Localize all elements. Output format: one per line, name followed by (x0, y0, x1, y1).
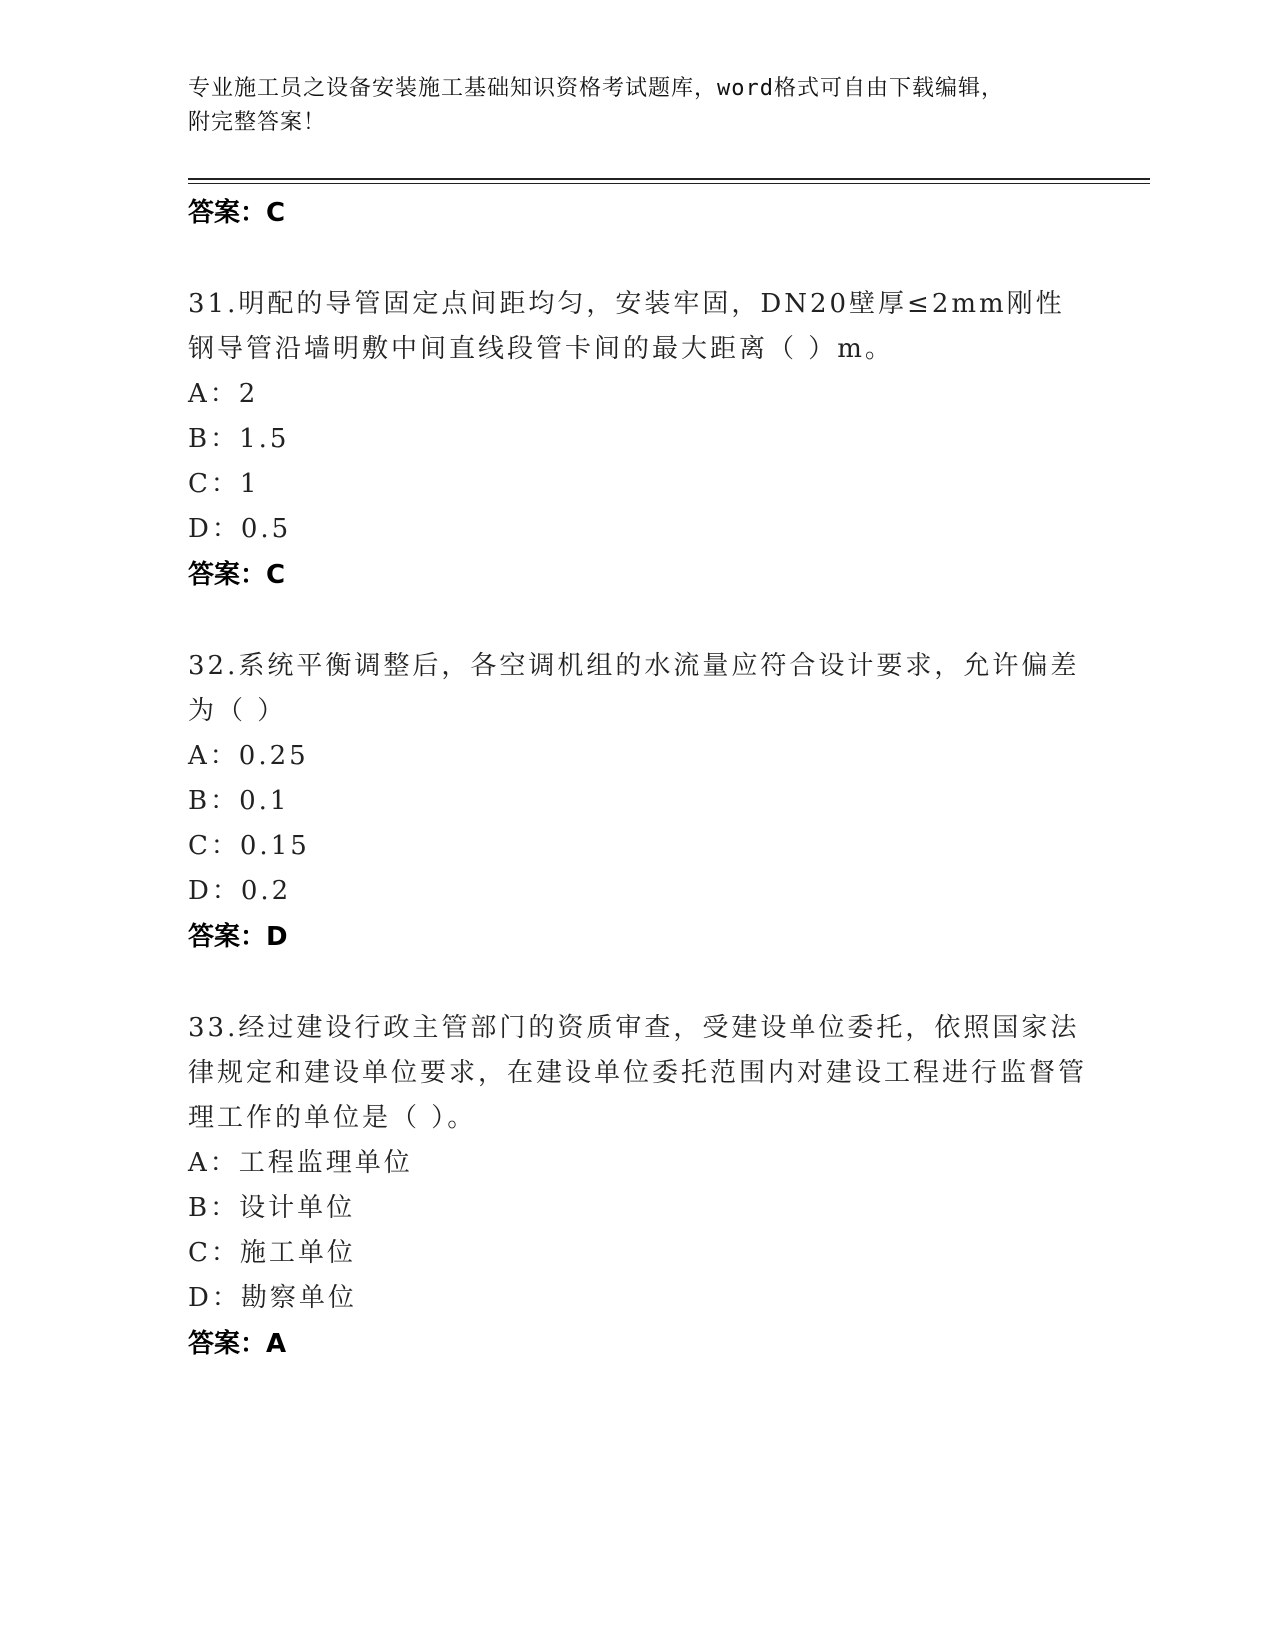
option-c: C：1 (188, 469, 260, 499)
option-a: A：2 (188, 379, 259, 409)
option-a: A：工程监理单位 (188, 1148, 413, 1178)
header-divider (188, 178, 1150, 180)
question-text: 33.经过建设行政主管部门的资质审查，受建设单位委托，依照国家法律规定和建设单位要求，在建设单位委托范围内对建设工程进行监督管理工作的单位是（ ）。 (188, 1013, 1088, 1133)
answer-label: 答案：C (188, 560, 286, 590)
question-text: 32.系统平衡调整后，各空调机组的水流量应符合设计要求，允许偏差为（ ） (188, 651, 1080, 726)
option-c: C：施工单位 (188, 1238, 356, 1268)
option-d: D：0.5 (188, 514, 292, 544)
answer-label: 答案：A (188, 1329, 287, 1359)
question-list (188, 190, 1088, 1367)
option-a: A：0.25 (188, 741, 309, 771)
option-b: B：设计单位 (188, 1193, 356, 1223)
question-text: 31.明配的导管固定点间距均匀，安装牢固，DN20壁厚≤2mm刚性钢导管沿墙明敷中间直线段管卡间的最大距离（ ）m。 (188, 289, 1065, 364)
header-divider-thin (188, 183, 1150, 184)
header-line-2: 附完整答案！ (188, 110, 327, 135)
header-line-1: 专业施工员之设备安装施工基础知识资格考试题库，word格式可自由下载编辑， (188, 76, 1004, 101)
question-33 (188, 1006, 1088, 1367)
option-d: D：勘察单位 (188, 1283, 357, 1313)
question-32 (188, 644, 1088, 960)
option-c: C：0.15 (188, 831, 310, 861)
document-header (188, 72, 1088, 140)
answer-label: 答案：C (188, 198, 286, 228)
option-b: B：1.5 (188, 424, 290, 454)
question-31 (188, 282, 1088, 598)
option-b: B：0.1 (188, 786, 290, 816)
answer-label: 答案：D (188, 922, 288, 952)
option-d: D：0.2 (188, 876, 292, 906)
